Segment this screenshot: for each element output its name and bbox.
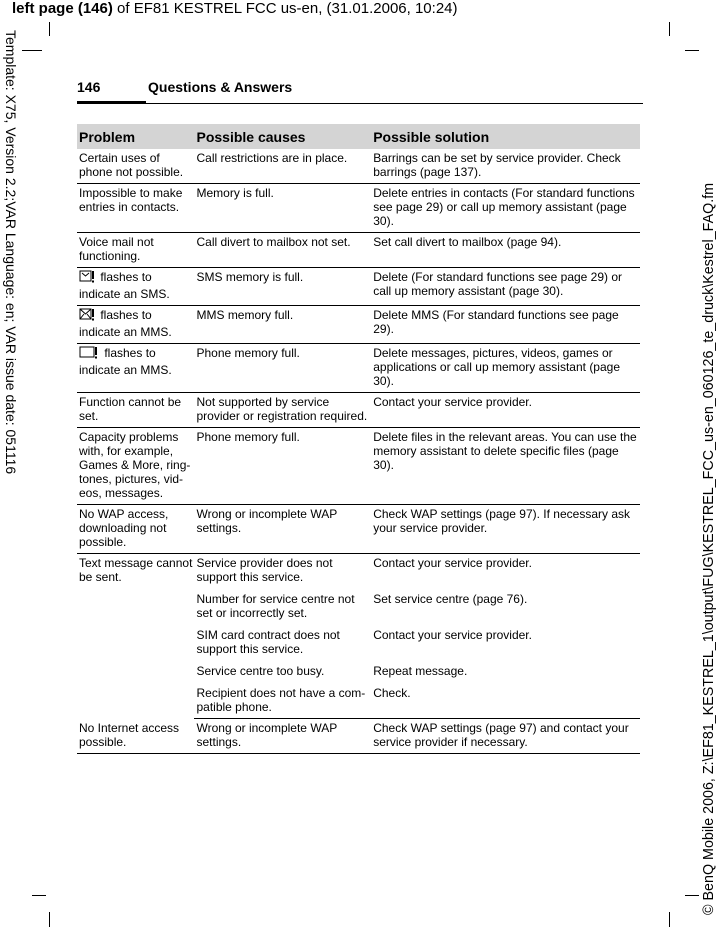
table-row (77, 233, 640, 268)
solution-cell: Contact your service provider. (373, 628, 532, 642)
side-template-text: Template: X75, Version 2.2;VAR Language: en; VAR issue date: 051116 (3, 30, 19, 475)
faq-table (77, 124, 640, 754)
cause-cell: Number for service centre not set or incorrectly set. (196, 592, 355, 620)
problem-text: Impossible to make entries in contacts. (79, 186, 183, 214)
problem-text: flashes to indicate an SMS. (79, 270, 170, 301)
solution-cell: Check WAP settings (page 97) and contact your service provider if necessary. (371, 719, 640, 754)
table-row (77, 505, 640, 554)
solution-cell: Delete entries in contacts (For standard functions see page 29) or call up memory assistant (page 30). (371, 184, 640, 233)
solution-cell: Repeat message. (373, 664, 468, 678)
solution-cell: Delete (For standard functions see page 29) or call up memory assistant (page 30). (371, 268, 640, 306)
header-causes: Possible causes (194, 124, 371, 149)
table-row (77, 149, 640, 184)
problem-cell (77, 428, 194, 505)
problem-text: No Internet access possible. (79, 720, 180, 749)
problem-cell (77, 268, 194, 306)
solution-cell: Barrings can be set by service provider. Check barrings (page 137). (371, 149, 640, 184)
problem-text: Text message cannot be sent. (79, 556, 193, 584)
problem-cell (77, 306, 194, 344)
running-header-rest: of EF81 KESTREL FCC us-en, (31.01.2006, 10:24) (112, 0, 458, 17)
mms-full-icon (79, 308, 95, 325)
table-row (77, 554, 640, 591)
solution-cell: Set service centre (page 76). (373, 592, 528, 606)
crop-mark (669, 22, 670, 36)
header-problem: Problem (77, 124, 194, 149)
page-title: Questions & Answers (148, 79, 293, 95)
crop-mark (32, 895, 46, 896)
table-row (77, 184, 640, 233)
problem-cell (77, 393, 194, 428)
problem-cell (77, 554, 194, 719)
running-header (12, 0, 458, 18)
problem-cell (77, 233, 194, 268)
page-number: 146 (77, 79, 101, 95)
cause-cell: Phone memory full. (194, 344, 371, 393)
cause-cell: Memory is full. (194, 184, 371, 233)
solution-cell: Check WAP settings (page 97). If necessary ask your service provider. (371, 505, 640, 554)
problem-text: Voice mail not functioning. (79, 235, 154, 263)
problem-text: No WAP access, downloading not possible. (79, 507, 169, 549)
problem-text: Capacity problems with, for example, Games & More, ring-tones, pictures, vid-eos, messages. (79, 430, 191, 500)
cause-cell: Wrong or incomplete WAP settings. (194, 719, 371, 754)
crop-mark (669, 912, 670, 927)
solution-cell: Delete files in the relevant areas. You can use the memory assistant to delete specific files (page 30). (371, 428, 640, 505)
crop-mark (49, 912, 50, 927)
problem-cell (77, 149, 194, 184)
crop-mark (49, 22, 50, 36)
side-copyright-info (697, 0, 719, 927)
cause-cell: MMS memory full. (194, 306, 371, 344)
solution-cell: Check. (371, 684, 640, 719)
table-row (77, 719, 640, 754)
sms-full-icon (79, 270, 95, 287)
table-row (77, 344, 640, 393)
cause-cell: Call divert to mailbox not set. (194, 233, 371, 268)
problem-cell (77, 184, 194, 233)
solution-cell: Delete MMS (For standard functions see page 29). (371, 306, 640, 344)
table-row (77, 393, 640, 428)
problem-cell (77, 505, 194, 554)
side-template-info (2, 30, 22, 670)
cause-cell: Not supported by service provider or registration required. (194, 393, 371, 428)
solution-cell: Contact your service provider. (373, 556, 532, 570)
table-row (77, 306, 640, 344)
crop-mark (685, 50, 699, 51)
cause-cell: Phone memory full. (194, 428, 371, 505)
solution-cell: Contact your service provider. (371, 393, 640, 428)
crop-mark (22, 50, 42, 51)
cause-cell: Wrong or incomplete WAP settings. (194, 505, 371, 554)
table-row (77, 268, 640, 306)
problem-text: flashes to indicate an MMS. (79, 308, 172, 339)
cause-cell: Call restrictions are in place. (194, 149, 371, 184)
solution-cell: Delete messages, pictures, videos, games or applications or call up memory assistant (page 30). (371, 344, 640, 393)
problem-text: Certain uses of phone not possible. (79, 151, 184, 179)
problem-text: flashes to indicate an MMS. (79, 346, 172, 377)
cause-cell: SMS memory is full. (194, 268, 371, 306)
cause-cell: SIM card contract does not support this service. (196, 628, 340, 656)
running-header-prefix: left page (146) (12, 0, 113, 17)
solution-cell: Set call divert to mailbox (page 94). (371, 233, 640, 268)
phone-memory-full-icon (79, 346, 99, 363)
crop-mark (685, 895, 699, 896)
problem-text: Function cannot be set. (79, 395, 182, 423)
table-header-row (77, 124, 640, 149)
problem-cell (77, 344, 194, 393)
header-solution: Possible solution (371, 124, 640, 149)
cause-cell: Service provider does not support this service. (196, 556, 333, 584)
header-rule-thin (146, 103, 643, 104)
problem-cell (77, 719, 194, 754)
side-copyright-text: © BenQ Mobile 2006, Z:\EF81_KESTREL_1\output\FUG\KESTREL_FCC_us-en_060126_te_druck\Kestrel_FAQ.fm (701, 182, 717, 915)
header-rule-thick (77, 101, 146, 104)
table-row (77, 428, 640, 505)
cause-cell: Recipient does not have a com-patible phone. (194, 684, 371, 719)
cause-cell: Service centre too busy. (196, 664, 325, 678)
